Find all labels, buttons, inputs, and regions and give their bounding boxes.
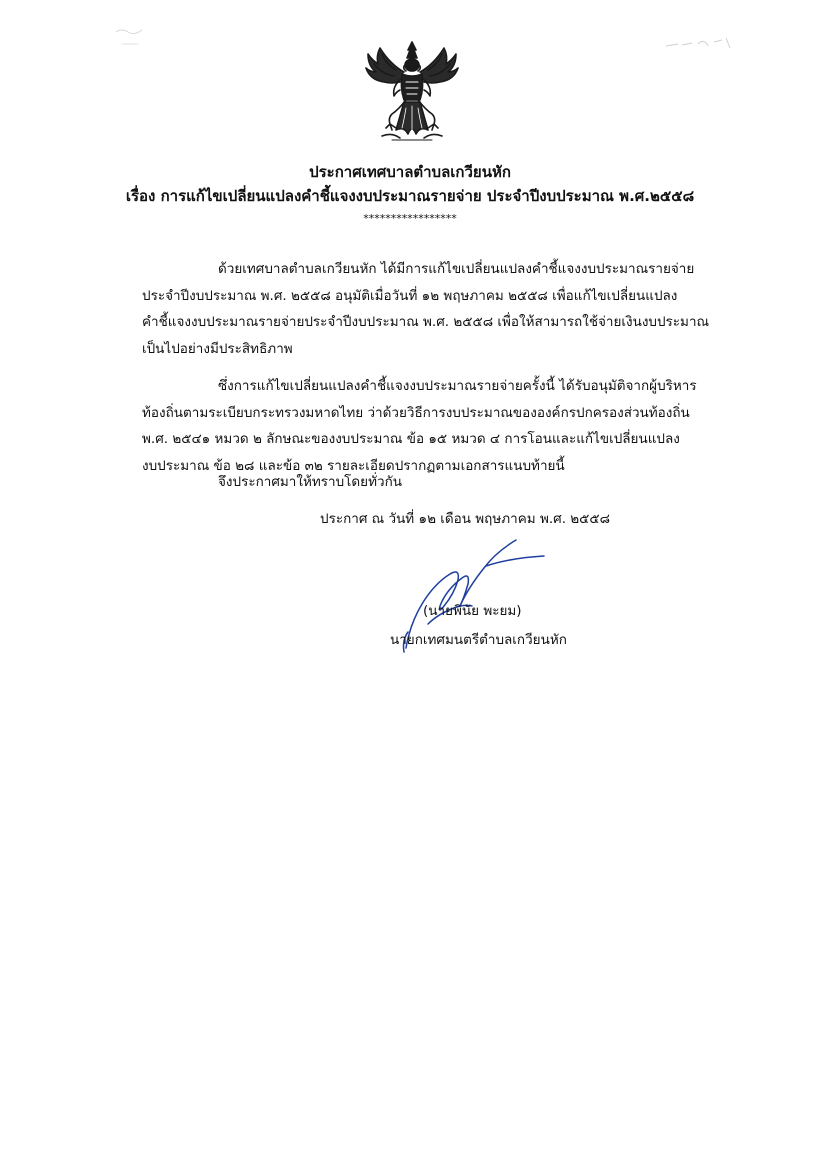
paragraph-1 bbox=[142, 256, 720, 362]
paragraph-2 bbox=[142, 373, 720, 479]
signer-name: (นายพินัย พะยม) bbox=[423, 603, 522, 619]
paragraph-line: งบประมาณ ข้อ ๒๘ และข้อ ๓๒ รายละเอียดปรากฏตามเอกสารแนบท้ายนี้ bbox=[142, 457, 565, 474]
garuda-emblem-icon bbox=[362, 38, 462, 146]
announcement-heading: ประกาศเทศบาลตำบลเกวียนหัก bbox=[309, 163, 511, 181]
paragraph-line: ประจำปีงบประมาณ พ.ศ. ๒๕๕๘ อนุมัติเมื่อวันที่ ๑๒ พฤษภาคม ๒๕๕๘ เพื่อแก้ไขเปลี่ยนแปลง bbox=[142, 287, 678, 304]
scan-mark bbox=[112, 22, 152, 62]
closing-statement: จึงประกาศมาให้ทราบโดยทั่วกัน bbox=[218, 474, 402, 490]
announcement-subject: เรื่อง การแก้ไขเปลี่ยนแปลงคำชี้แจงงบประมาณรายจ่าย ประจำปีงบประมาณ พ.ศ.๒๕๕๘ bbox=[125, 187, 695, 205]
separator-stars: ***************** bbox=[363, 212, 457, 225]
paragraph-line: คำชี้แจงงบประมาณรายจ่ายประจำปีงบประมาณ พ.ศ. ๒๕๕๘ เพื่อให้สามารถใช้จ่ายเงินงบประมาณ bbox=[142, 314, 710, 330]
paragraph-line: ด้วยเทศบาลตำบลเกวียนหัก ได้มีการแก้ไขเปลี่ยนแปลงคำชี้แจงงบประมาณรายจ่าย bbox=[218, 261, 695, 277]
announcement-header bbox=[100, 160, 720, 226]
announcement-date: ประกาศ ณ วันที่ ๑๒ เดือน พฤษภาคม พ.ศ. ๒๕๕๘ bbox=[320, 511, 611, 527]
paragraph-line: ท้องถิ่นตามระเบียบกระทรวงมหาดไทย ว่าด้วยวิธีการงบประมาณขององค์กรปกครองส่วนท้องถิ่น bbox=[142, 404, 690, 421]
announcement-body bbox=[142, 256, 720, 479]
signer-title: นายกเทศมนตรีตำบลเกวียนหัก bbox=[390, 632, 567, 648]
paragraph-line: พ.ศ. ๒๕๔๑ หมวด ๒ ลักษณะของงบประมาณ ข้อ ๑๕ หมวด ๔ การโอนและแก้ไขเปลี่ยนแปลง bbox=[142, 431, 680, 447]
paragraph-line: เป็นไปอย่างมีประสิทธิภาพ bbox=[142, 340, 293, 357]
paragraph-line: ซึ่งการแก้ไขเปลี่ยนแปลงคำชี้แจงงบประมาณรายจ่ายครั้งนี้ ได้รับอนุมัติจากผู้บริหาร bbox=[218, 378, 697, 394]
scan-mark bbox=[664, 34, 734, 54]
